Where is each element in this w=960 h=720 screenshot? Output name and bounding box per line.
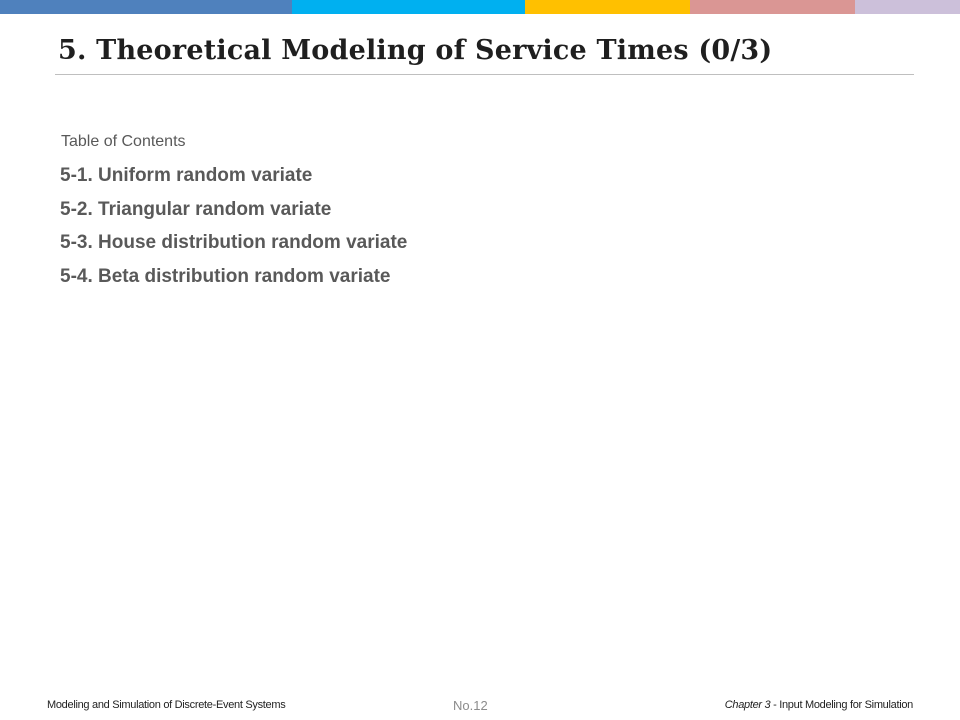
footer-page-number: No.12 — [453, 698, 488, 713]
color-segment-blue — [0, 0, 292, 14]
color-segment-lavender — [855, 0, 960, 14]
footer-course-title: Modeling and Simulation of Discrete-Event Systems — [47, 699, 286, 711]
footer-chapter-title: - Input Modeling for Simulation — [773, 699, 913, 711]
footer-chapter — [725, 699, 913, 711]
title-divider — [55, 74, 914, 75]
color-segment-pink — [690, 0, 855, 14]
footer-chapter-label: Chapter 3 — [724, 699, 771, 711]
toc-item-uniform: 5-1. Uniform random variate — [60, 165, 313, 186]
toc-item-house: 5-3. House distribution random variate — [60, 232, 408, 253]
toc-heading: Table of Contents — [61, 133, 186, 150]
toc-item-triangular: 5-2. Triangular random variate — [60, 198, 332, 220]
toc-list — [60, 163, 407, 297]
slide-title: 5. Theoretical Modeling of Service Times (0/3) — [58, 35, 773, 66]
color-segment-cyan — [292, 0, 525, 14]
color-segment-yellow — [525, 0, 690, 14]
top-color-bar — [0, 0, 960, 14]
toc-item-beta: 5-4. Beta distribution random variate — [60, 265, 391, 287]
